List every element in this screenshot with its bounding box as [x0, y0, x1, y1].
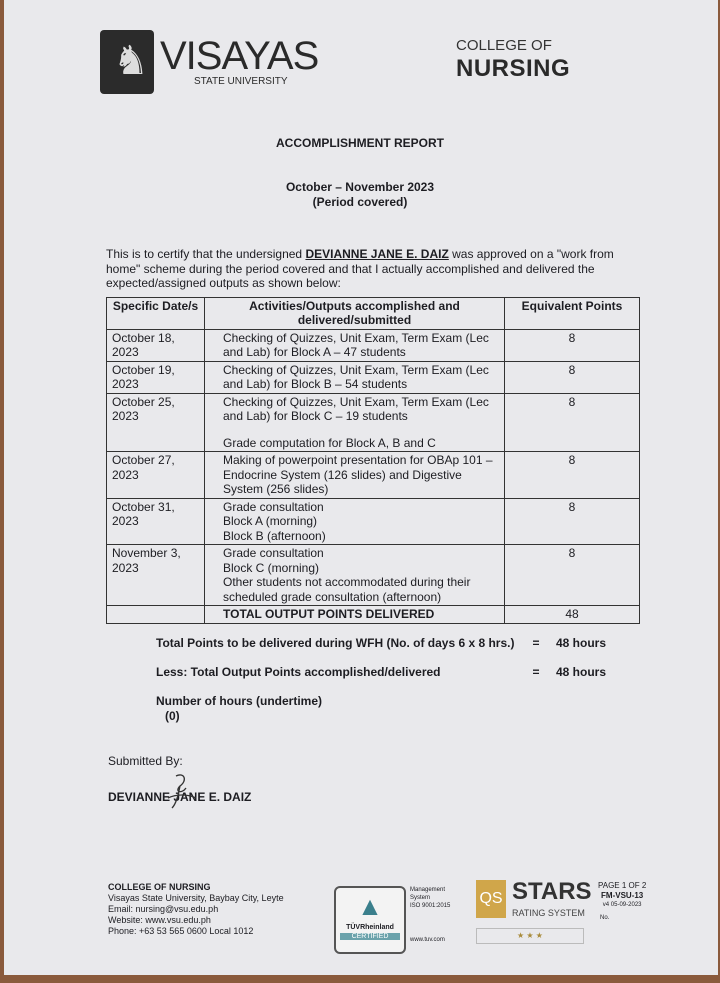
col-activity: Activities/Outputs accomplished and delivered/submitted — [205, 297, 505, 329]
accomplishment-table — [106, 297, 640, 624]
activity-text: Checking of Quizzes, Unit Exam, Term Exam (Lec and Lab) for Block C – 19 students — [223, 394, 489, 423]
col-points: Equivalent Points — [505, 297, 640, 329]
row-date: October 19, 2023 — [107, 361, 205, 393]
row-points: 8 — [505, 545, 640, 606]
summary-line2-label: Less: Total Output Points accomplished/delivered — [156, 664, 441, 679]
total-points: 48 — [505, 606, 640, 624]
summary-line1-value: 48 hours — [556, 635, 607, 650]
table-row — [107, 498, 640, 545]
stars-rating-icon: ★ ★ ★ — [476, 928, 584, 944]
row-activity — [205, 393, 505, 452]
total-row — [107, 606, 640, 624]
form-version: v4 05-09-2023 — [602, 902, 642, 908]
summary-line1-eq: = — [532, 635, 540, 650]
row-activity: Checking of Quizzes, Unit Exam, Term Exam (Lec and Lab) for Block A – 47 students — [205, 329, 505, 361]
row-activity: Checking of Quizzes, Unit Exam, Term Exam (Lec and Lab) for Block B – 54 students — [205, 361, 505, 393]
row-points: 8 — [505, 393, 640, 452]
intro-text-2: was approved on a "work from home" scheme during the period covered and that I actually accomplished and delivered the expected/assigned outputs as shown below: — [106, 247, 614, 290]
tuv-certified-badge — [334, 886, 406, 954]
stars-label: STARS — [512, 878, 592, 905]
footer-email: Email: nursing@vsu.edu.ph — [108, 904, 219, 914]
form-code: FM-VSU-13 — [601, 891, 644, 900]
period: October – November 2023 — [285, 180, 435, 194]
summary — [156, 636, 642, 724]
summary-line2-value: 48 hours — [556, 664, 607, 679]
summary-line2-eq: = — [532, 664, 540, 679]
footer-phone: Phone: +63 53 565 0600 Local 1012 — [108, 926, 254, 936]
table-row — [107, 393, 640, 452]
iso-label: ISO 9001:2015 — [410, 903, 451, 909]
intro-text: This is to certify that the undersigned — [106, 247, 306, 261]
logo-figure-icon: ♞ — [113, 39, 149, 83]
summary-line3 — [156, 694, 516, 724]
row-activity: Grade consultation Block C (morning) Other students not accommodated during their scheduled grade consultation (afternoon) — [205, 545, 505, 606]
summary-line3-label: Number of hours (undertime) — [156, 693, 323, 708]
submitted-by: Submitted By: — [108, 753, 183, 768]
row-points: 8 — [505, 361, 640, 393]
col-date: Specific Date/s — [107, 297, 205, 329]
row-date: October 25, 2023 — [107, 393, 205, 452]
footer-address: Visayas State University, Baybay City, Leyte — [108, 893, 284, 903]
table-row — [107, 545, 640, 606]
signature — [162, 772, 202, 812]
footer-website: Website: www.vsu.edu.ph — [108, 915, 211, 925]
row-activity: Making of powerpoint presentation for OBAp 101 – Endocrine System (126 slides) and Digestive System (256 slides) — [205, 452, 505, 499]
report-body — [106, 247, 642, 810]
intro-name: DEVIANNE JANE E. DAIZ — [305, 247, 449, 261]
table-header — [107, 297, 640, 329]
footer-college: COLLEGE OF NURSING — [108, 882, 211, 892]
qs-logo: QS — [476, 880, 506, 918]
row-date: November 3, 2023 — [107, 545, 205, 606]
rating-system: RATING SYSTEM — [512, 908, 585, 918]
tuv-url: www.tuv.com — [410, 937, 445, 943]
mgmt-system: Management System — [410, 887, 446, 901]
row-activity: Grade consultation Block A (morning) Block B (afternoon) — [205, 498, 505, 545]
total-blank — [107, 606, 205, 624]
report-title: ACCOMPLISHMENT REPORT — [276, 136, 444, 150]
summary-line3-value: (0) — [165, 708, 180, 723]
row-points: 8 — [505, 498, 640, 545]
tuv-label: TÜVRheinland — [346, 924, 394, 931]
row-date: October 27, 2023 — [107, 452, 205, 499]
row-date: October 31, 2023 — [107, 498, 205, 545]
table-row — [107, 329, 640, 361]
total-label: TOTAL OUTPUT POINTS DELIVERED — [205, 606, 505, 624]
no-label: No. — [600, 915, 610, 921]
table-row — [107, 452, 640, 499]
summary-line1-label: Total Points to be delivered during WFH (No. of days 6 x 8 hrs.) — [156, 635, 515, 650]
row-points: 8 — [505, 452, 640, 499]
period-label: (Period covered) — [312, 195, 408, 209]
row-points: 8 — [505, 329, 640, 361]
iso-info — [410, 886, 466, 944]
signatory-name: DEVIANNE JANE E. DAIZ — [108, 789, 252, 804]
college-of: COLLEGE OF — [456, 37, 552, 54]
footer-contact — [108, 882, 284, 937]
college-name: NURSING — [456, 55, 571, 82]
row-date: October 18, 2023 — [107, 329, 205, 361]
logo-text: VISAYAS — [160, 34, 319, 78]
tuv-certified: CERTIFIED — [340, 933, 400, 940]
page-number: PAGE 1 OF 2 — [598, 881, 647, 890]
intro-paragraph — [106, 247, 642, 291]
logo-subtext: STATE UNIVERSITY — [194, 76, 288, 87]
triangle-icon: ▲ — [357, 891, 383, 921]
signature-block — [106, 790, 642, 810]
page-info — [598, 881, 646, 909]
activity-text-2: Grade computation for Block A, B and C — [223, 435, 436, 450]
table-row — [107, 361, 640, 393]
